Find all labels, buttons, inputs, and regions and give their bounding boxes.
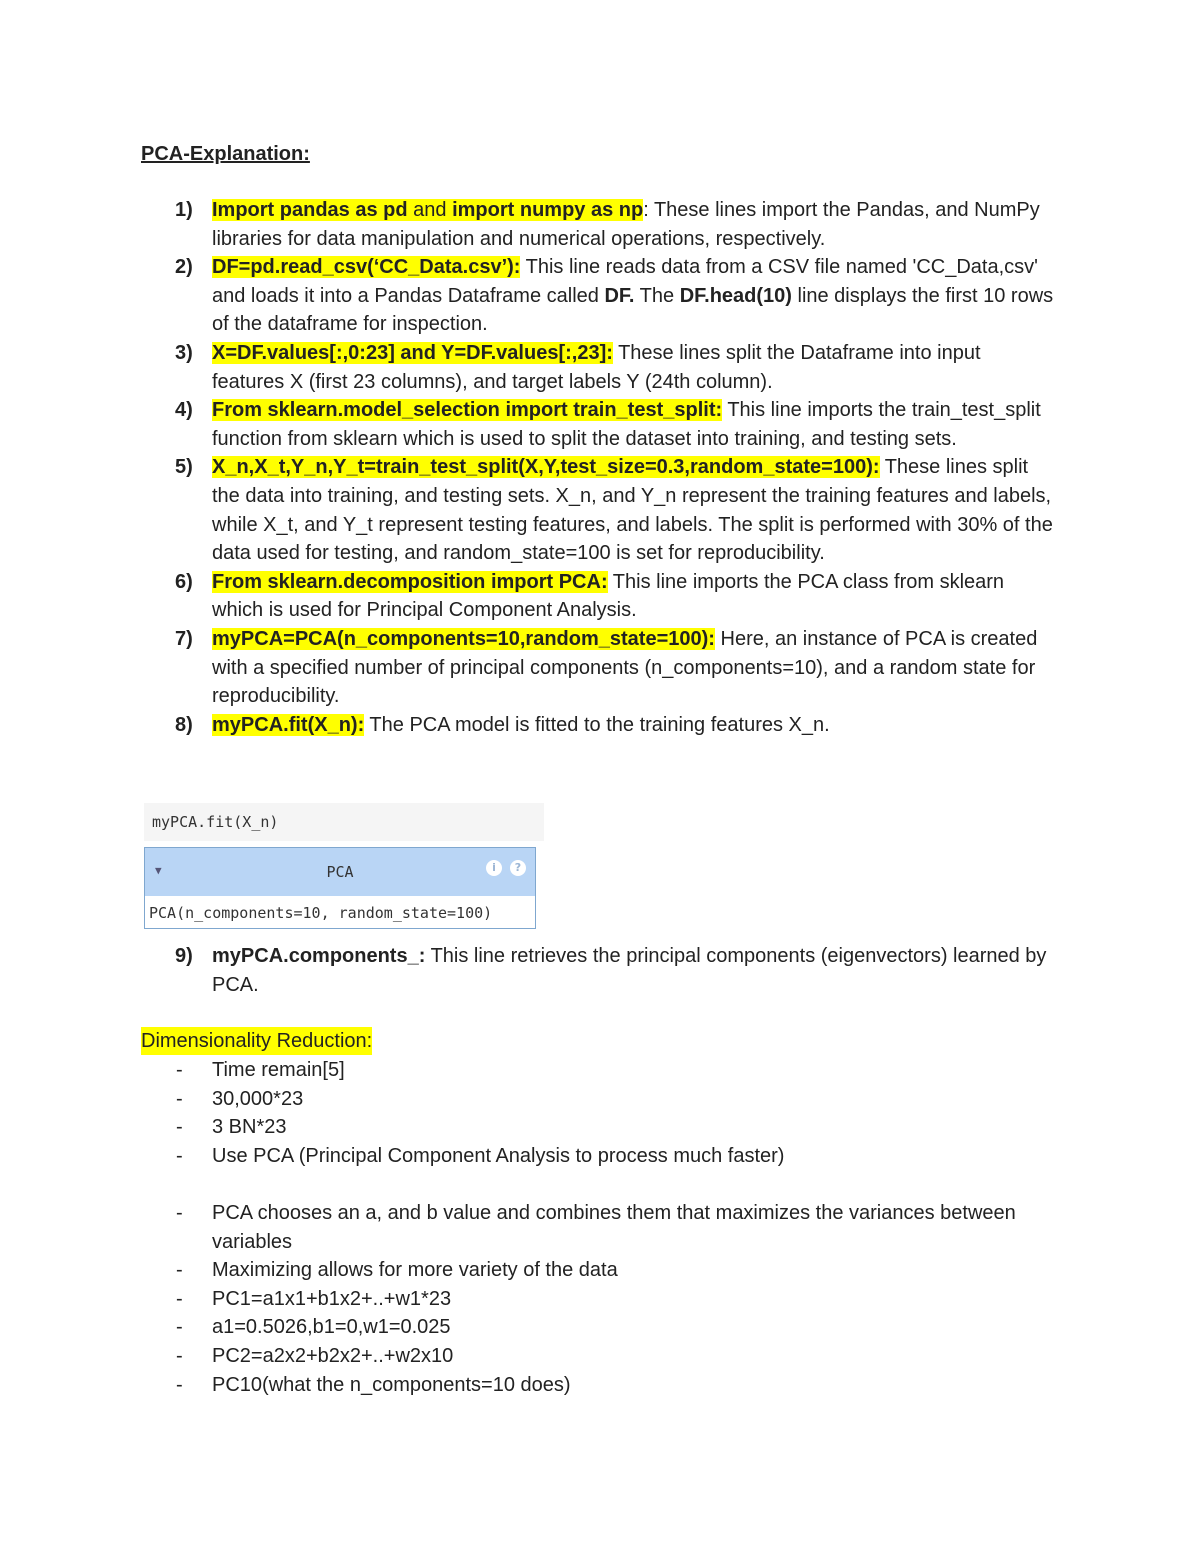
bold-term: DF. — [604, 284, 635, 307]
item-text: This line retrieves the principal components (eigenvectors) learned by PCA. — [212, 945, 1047, 996]
item-number: 9) — [175, 945, 193, 967]
bullet-text: 30,000*23 — [212, 1087, 304, 1110]
bullet-item — [0, 1085, 1058, 1114]
item-number: 4) — [175, 399, 193, 422]
item-number: 8) — [175, 713, 193, 736]
pca-estimator-widget — [144, 847, 536, 929]
bullet-dash: - — [176, 1201, 183, 1224]
bullet-dash: - — [176, 1316, 183, 1339]
bullet-dash: - — [176, 1087, 183, 1110]
list-item-1 — [0, 196, 1058, 253]
list-item-6 — [0, 568, 1058, 625]
item-colon: : — [643, 199, 649, 221]
item-number: 2) — [175, 256, 193, 279]
bullet-text: Maximizing allows for more variety of the data — [212, 1259, 618, 1282]
code-highlight: import numpy as np — [452, 199, 644, 221]
collapse-arrow-icon[interactable]: ▼ — [155, 864, 162, 877]
item-number: 3) — [175, 341, 193, 364]
item-text: These lines split the data into training, and testing sets. X_n, and Y_n represent the training features and labels, while X_t, and Y_t represent testing features, and labels. The split is performed with 30% of the data used for testing, and random_state=100 is set for reproducibility. — [212, 456, 1053, 565]
page-title: PCA-Explanation: — [141, 143, 310, 165]
list-item-8 — [0, 711, 1058, 740]
bullet-dash: - — [176, 1144, 183, 1167]
item-number: 7) — [175, 627, 193, 650]
info-icon[interactable]: i — [486, 860, 502, 876]
list-item-7 — [0, 625, 1058, 711]
bullet-text: PC10(what the n_components=10 does) — [212, 1373, 571, 1396]
code-highlight: From sklearn.decomposition import PCA: — [212, 570, 608, 593]
bullet-dash: - — [176, 1116, 183, 1139]
code-highlight: X=DF.values[:,0:23] and Y=DF.values[:,23]: — [212, 341, 613, 364]
bullet-item — [0, 1056, 1058, 1085]
bullet-item — [0, 1313, 1058, 1342]
code-highlight: X_n,X_t,Y_n,Y_t=train_test_split(X,Y,test_size=0.3,random_state=100): — [212, 456, 880, 479]
code-highlight: Import pandas as pd — [212, 199, 408, 221]
list-item-2 — [0, 253, 1058, 339]
bullet-text: PCA chooses an a, and b value and combines them that maximizes the variances between variables — [212, 1201, 1016, 1253]
pca-widget-repr: PCA(n_components=10, random_state=100) — [149, 904, 493, 922]
item-text: This line imports the train_test_split function from sklearn which is used to split the dataset into training, and testing sets. — [212, 399, 1041, 450]
bullet-text: PC2=a2x2+b2x2+..+w2x10 — [212, 1344, 454, 1367]
code-term: myPCA.components_: — [212, 945, 426, 967]
bullet-list — [0, 1056, 1200, 1399]
bullet-text: 3 BN*23 — [212, 1116, 287, 1139]
code-highlight: From sklearn.model_selection import train_test_split: — [212, 399, 723, 422]
bullet-dash: - — [176, 1373, 183, 1396]
help-icon[interactable]: ? — [510, 860, 526, 876]
item-text: This line imports the PCA class from sklearn which is used for Principal Component Analysis. — [212, 570, 1005, 622]
bullet-item — [0, 1342, 1058, 1371]
item-text: These lines split the Dataframe into input features X (first 23 columns), and target labels Y (24th column). — [212, 341, 981, 393]
bullet-item — [0, 1285, 1058, 1314]
bullet-dash: - — [176, 1059, 183, 1081]
bullet-dash: - — [176, 1259, 183, 1282]
list-item-5 — [0, 453, 1058, 567]
list-item-4 — [0, 396, 1058, 453]
code-cell-snippet: myPCA.fit(X_n) — [144, 803, 544, 841]
list-item-3 — [0, 339, 1058, 396]
bold-term: DF.head(10) — [679, 284, 792, 307]
item-number: 5) — [175, 456, 193, 479]
item-text: The PCA model is fitted to the training features X_n. — [364, 713, 830, 736]
item-text: line displays the first 10 rows of the dataframe for inspection. — [212, 284, 1054, 336]
item-text: These lines import the Pandas, and NumPy libraries for data manipulation and numerical operations, respectively. — [212, 199, 1040, 250]
code-connector: and — [407, 199, 453, 221]
bullet-text: Use PCA (Principal Component Analysis to process much faster) — [212, 1144, 785, 1167]
bullet-item — [0, 1371, 1058, 1400]
bullet-dash: - — [176, 1287, 183, 1310]
item-text: Here, an instance of PCA is created with a specified number of principal components (n_components=10), and a random state for reproducibility. — [212, 627, 1038, 708]
explanation-list — [0, 196, 1200, 739]
code-highlight: DF=pd.read_csv(‘CC_Data.csv’): — [212, 256, 521, 279]
pca-widget-label: PCA — [326, 863, 354, 881]
section-title: Dimensionality Reduction: — [141, 1027, 372, 1055]
bullet-spacer — [0, 1170, 1058, 1199]
bullet-item — [0, 1113, 1058, 1142]
code-highlight: myPCA.fit(X_n): — [212, 713, 365, 736]
pca-widget-header[interactable] — [145, 848, 535, 896]
item-number: 6) — [175, 570, 193, 593]
item-text: This line reads data from a CSV file named 'CC_Data,csv' and loads it into a Pandas Dataframe called — [212, 256, 1038, 307]
bullet-item — [0, 1199, 1058, 1256]
bullet-dash: - — [176, 1344, 183, 1367]
list-item-9 — [0, 942, 1200, 999]
item-text: The — [634, 284, 680, 307]
bullet-text: Time remain[5] — [212, 1059, 345, 1081]
code-highlight: myPCA=PCA(n_components=10,random_state=100): — [212, 627, 715, 650]
bullet-item — [0, 1256, 1058, 1285]
bullet-text: a1=0.5026,b1=0,w1=0.025 — [212, 1316, 451, 1339]
item-number: 1) — [175, 199, 193, 221]
bullet-text: PC1=a1x1+b1x2+..+w1*23 — [212, 1287, 452, 1310]
bullet-item — [0, 1142, 1058, 1171]
